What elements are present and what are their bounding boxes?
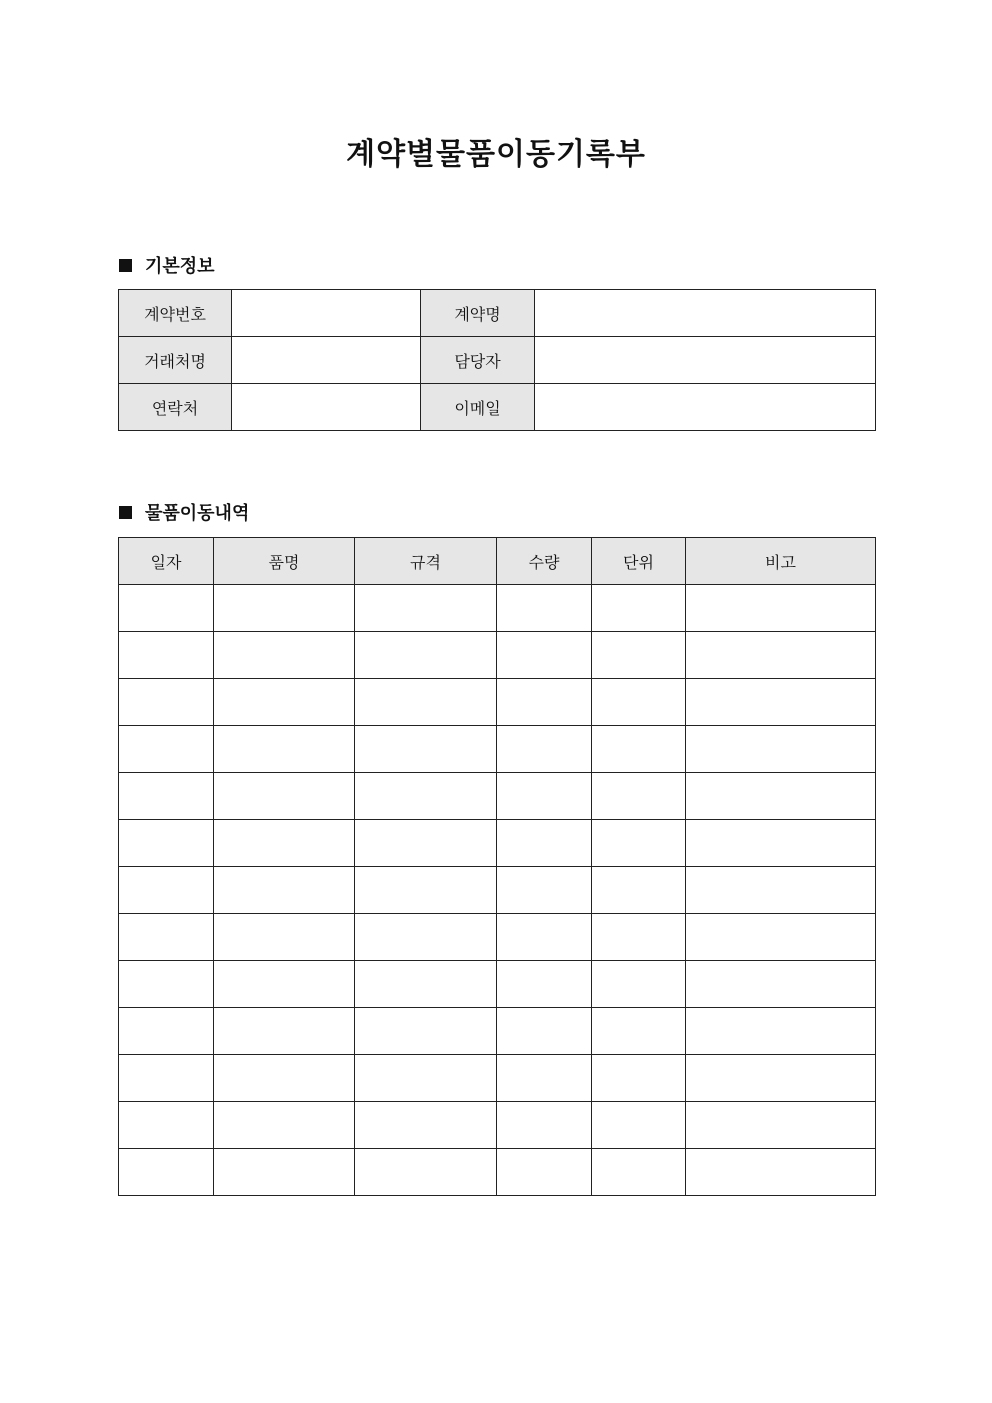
remarks-cell[interactable] xyxy=(686,1008,876,1055)
item-name-cell[interactable] xyxy=(214,1149,355,1196)
date-cell[interactable] xyxy=(119,726,214,773)
quantity-cell[interactable] xyxy=(497,914,592,961)
item-name-cell[interactable] xyxy=(214,726,355,773)
basic-info-row xyxy=(119,384,876,431)
item-name-cell[interactable] xyxy=(214,1055,355,1102)
spec-cell[interactable] xyxy=(355,1102,497,1149)
movement-row xyxy=(119,961,876,1008)
unit-cell[interactable] xyxy=(592,773,686,820)
basic-info-heading-label: 기본정보 xyxy=(145,256,215,277)
spec-cell[interactable] xyxy=(355,726,497,773)
remarks-cell[interactable] xyxy=(686,1102,876,1149)
manager-label: 담당자 xyxy=(421,337,535,384)
item-name-cell[interactable] xyxy=(214,1102,355,1149)
quantity-cell[interactable] xyxy=(497,773,592,820)
unit-cell[interactable] xyxy=(592,1055,686,1102)
square-bullet-icon xyxy=(119,259,132,272)
date-cell[interactable] xyxy=(119,1055,214,1102)
item-name-cell[interactable] xyxy=(214,914,355,961)
contact-label: 연락처 xyxy=(119,384,232,431)
contract-number-label: 계약번호 xyxy=(119,290,232,337)
client-name-label: 거래처명 xyxy=(119,337,232,384)
contact-field[interactable] xyxy=(232,384,421,431)
quantity-cell[interactable] xyxy=(497,1149,592,1196)
spec-cell[interactable] xyxy=(355,773,497,820)
spec-cell[interactable] xyxy=(355,632,497,679)
movement-row xyxy=(119,773,876,820)
remarks-cell[interactable] xyxy=(686,679,876,726)
spec-cell[interactable] xyxy=(355,961,497,1008)
quantity-cell[interactable] xyxy=(497,961,592,1008)
spec-cell[interactable] xyxy=(355,1149,497,1196)
spec-cell[interactable] xyxy=(355,1008,497,1055)
item-name-cell[interactable] xyxy=(214,1008,355,1055)
item-name-cell[interactable] xyxy=(214,679,355,726)
email-label: 이메일 xyxy=(421,384,535,431)
spec-cell[interactable] xyxy=(355,867,497,914)
date-cell[interactable] xyxy=(119,914,214,961)
unit-cell[interactable] xyxy=(592,820,686,867)
date-cell[interactable] xyxy=(119,1102,214,1149)
movement-row xyxy=(119,1055,876,1102)
unit-cell[interactable] xyxy=(592,1102,686,1149)
remarks-cell[interactable] xyxy=(686,726,876,773)
movement-row xyxy=(119,679,876,726)
remarks-cell[interactable] xyxy=(686,632,876,679)
date-cell[interactable] xyxy=(119,585,214,632)
remarks-cell[interactable] xyxy=(686,585,876,632)
column-header-quantity: 수량 xyxy=(497,538,592,585)
item-name-cell[interactable] xyxy=(214,773,355,820)
unit-cell[interactable] xyxy=(592,914,686,961)
movement-table xyxy=(118,537,876,1196)
remarks-cell[interactable] xyxy=(686,820,876,867)
quantity-cell[interactable] xyxy=(497,726,592,773)
spec-cell[interactable] xyxy=(355,679,497,726)
remarks-cell[interactable] xyxy=(686,773,876,820)
basic-info-table xyxy=(118,289,876,431)
quantity-cell[interactable] xyxy=(497,1008,592,1055)
movement-row xyxy=(119,1102,876,1149)
date-cell[interactable] xyxy=(119,1149,214,1196)
unit-cell[interactable] xyxy=(592,679,686,726)
movement-row xyxy=(119,726,876,773)
item-name-cell[interactable] xyxy=(214,632,355,679)
quantity-cell[interactable] xyxy=(497,585,592,632)
column-header-spec: 규격 xyxy=(355,538,497,585)
item-name-cell[interactable] xyxy=(214,867,355,914)
unit-cell[interactable] xyxy=(592,1008,686,1055)
movement-header-row xyxy=(119,538,876,585)
column-header-item-name: 품명 xyxy=(214,538,355,585)
date-cell[interactable] xyxy=(119,632,214,679)
date-cell[interactable] xyxy=(119,820,214,867)
unit-cell[interactable] xyxy=(592,1149,686,1196)
unit-cell[interactable] xyxy=(592,726,686,773)
basic-info-row xyxy=(119,290,876,337)
unit-cell[interactable] xyxy=(592,867,686,914)
quantity-cell[interactable] xyxy=(497,867,592,914)
item-name-cell[interactable] xyxy=(214,585,355,632)
spec-cell[interactable] xyxy=(355,914,497,961)
column-header-unit: 단위 xyxy=(592,538,686,585)
movement-row xyxy=(119,1149,876,1196)
spec-cell[interactable] xyxy=(355,585,497,632)
movement-row xyxy=(119,1008,876,1055)
contract-name-field[interactable] xyxy=(535,290,876,337)
email-field[interactable] xyxy=(535,384,876,431)
movement-row xyxy=(119,632,876,679)
document-title: 계약별물품이동기록부 xyxy=(346,137,646,172)
quantity-cell[interactable] xyxy=(497,632,592,679)
unit-cell[interactable] xyxy=(592,961,686,1008)
remarks-cell[interactable] xyxy=(686,867,876,914)
basic-info-heading xyxy=(119,253,215,277)
date-cell[interactable] xyxy=(119,1008,214,1055)
movement-row xyxy=(119,867,876,914)
item-name-cell[interactable] xyxy=(214,961,355,1008)
date-cell[interactable] xyxy=(119,867,214,914)
unit-cell[interactable] xyxy=(592,632,686,679)
item-name-cell[interactable] xyxy=(214,820,355,867)
remarks-cell[interactable] xyxy=(686,1055,876,1102)
remarks-cell[interactable] xyxy=(686,914,876,961)
movement-heading-label: 물품이동내역 xyxy=(145,503,250,524)
quantity-cell[interactable] xyxy=(497,1102,592,1149)
quantity-cell[interactable] xyxy=(497,820,592,867)
movement-row xyxy=(119,914,876,961)
date-cell[interactable] xyxy=(119,679,214,726)
movement-row xyxy=(119,820,876,867)
remarks-cell[interactable] xyxy=(686,961,876,1008)
contract-name-label: 계약명 xyxy=(421,290,535,337)
date-cell[interactable] xyxy=(119,961,214,1008)
quantity-cell[interactable] xyxy=(497,679,592,726)
square-bullet-icon xyxy=(119,506,132,519)
movement-heading xyxy=(119,500,249,524)
contract-number-field[interactable] xyxy=(232,290,421,337)
date-cell[interactable] xyxy=(119,773,214,820)
spec-cell[interactable] xyxy=(355,820,497,867)
column-header-date: 일자 xyxy=(119,538,214,585)
remarks-cell[interactable] xyxy=(686,1149,876,1196)
client-name-field[interactable] xyxy=(232,337,421,384)
movement-row xyxy=(119,585,876,632)
unit-cell[interactable] xyxy=(592,585,686,632)
quantity-cell[interactable] xyxy=(497,1055,592,1102)
column-header-remarks: 비고 xyxy=(686,538,876,585)
manager-field[interactable] xyxy=(535,337,876,384)
spec-cell[interactable] xyxy=(355,1055,497,1102)
basic-info-row xyxy=(119,337,876,384)
